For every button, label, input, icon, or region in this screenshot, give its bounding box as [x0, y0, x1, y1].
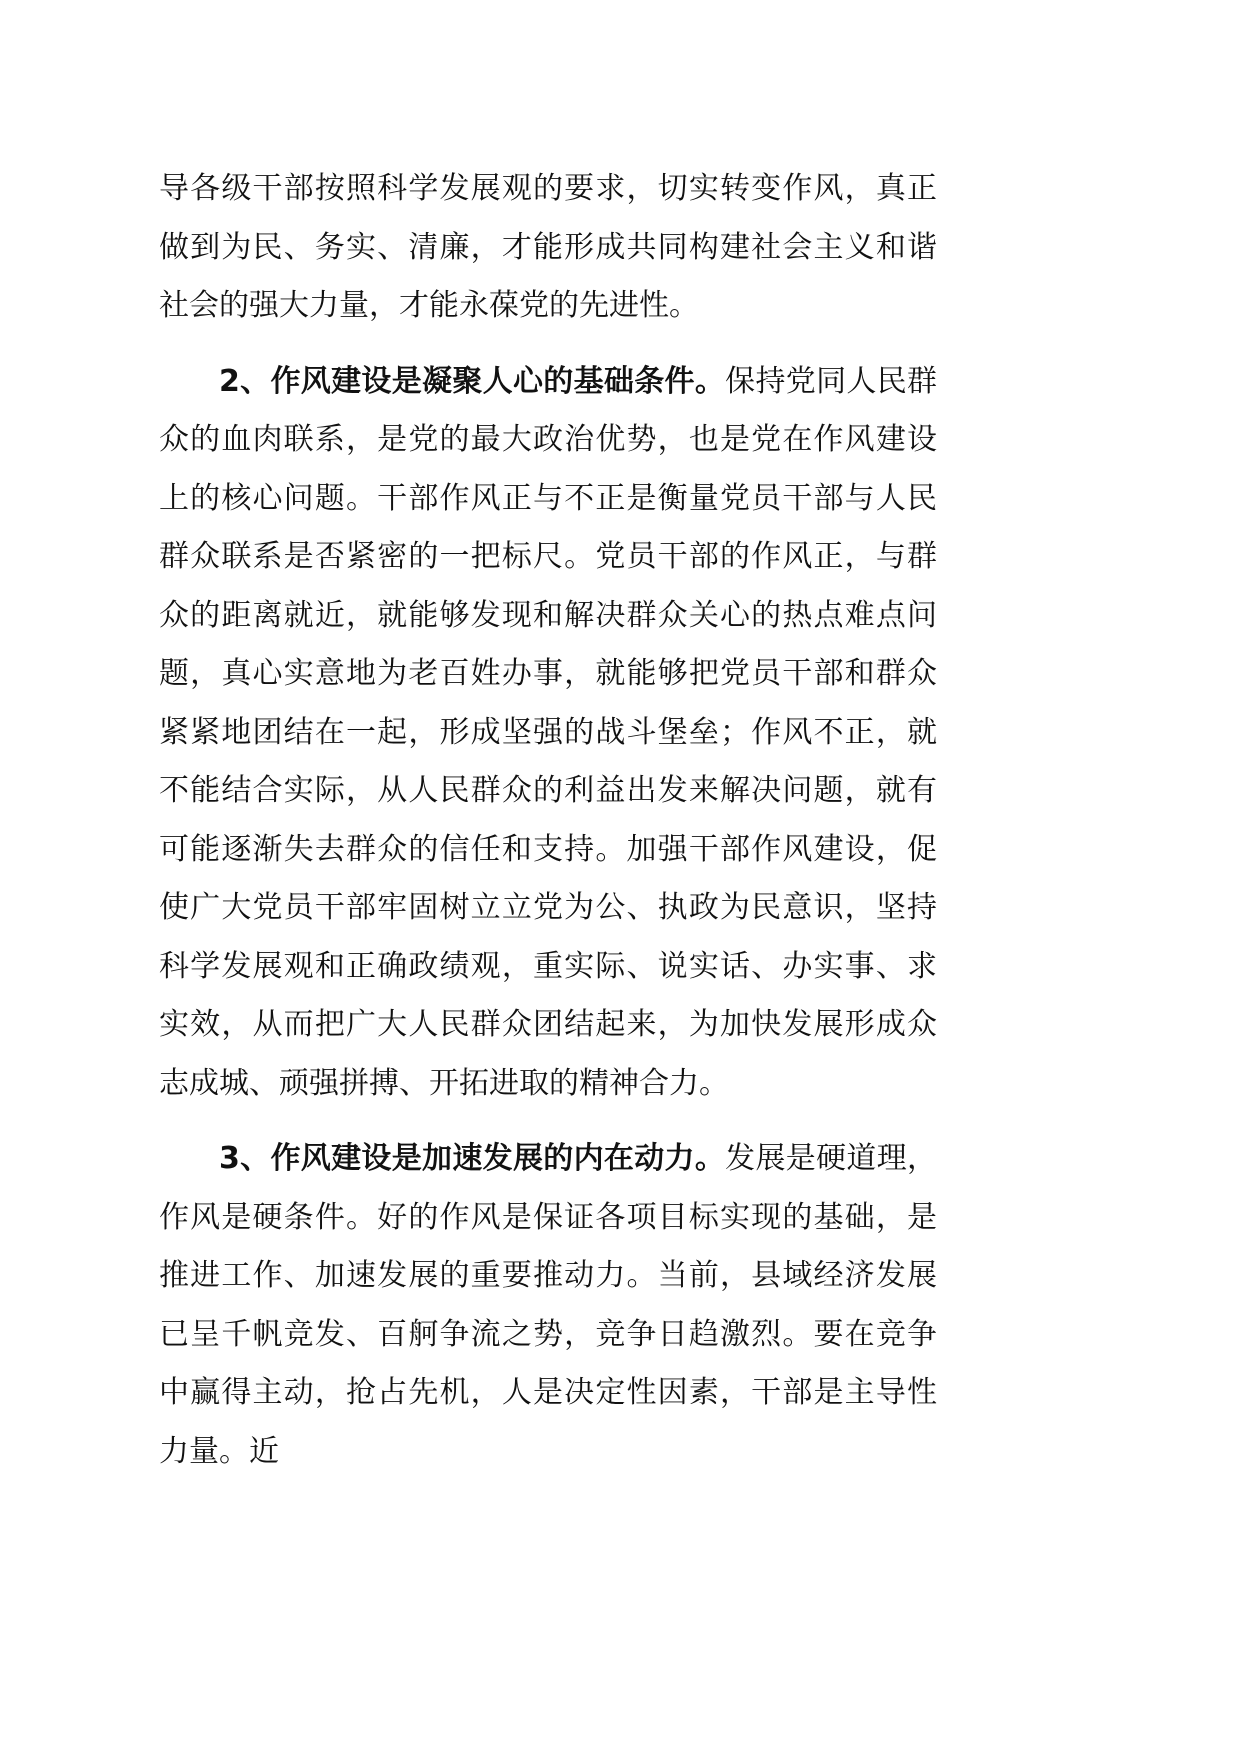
- document-page: [159, 160, 937, 1481]
- paragraph-text: 导各级干部按照科学发展观的要求，切实转变作风，真正做到为民、务实、清廉，才能形成共同构建社会主义和谐社会的强大力量，才能永葆党的先进性。: [159, 171, 937, 323]
- paragraph-section-2: [159, 353, 937, 1114]
- section-heading-3: 3、作风建设是加速发展的内在动力。: [219, 1141, 726, 1176]
- paragraph-section-3: [159, 1130, 937, 1481]
- section-heading-2: 2、作风建设是凝聚人心的基础条件。: [219, 363, 726, 399]
- paragraph-text: 保持党同人民群众的血肉联系，是党的最大政治优势，也是党在作风建设上的核心问题。干部作风正与不正是衡量党员干部与人民群众联系是否紧密的一把标尺。党员干部的作风正，与群众的距离就近，就能够发现和解决群众关心的热点难点问题，真心实意地为老百姓办事，就能够把党员干部和群众紧紧地团结在一起，形成坚强的战斗堡垒；作风不正，就不能结合实际，从人民群众的利益出发来解决问题，就有可能逐渐失去群众的信任和支持。加强干部作风建设，促使广大党员干部牢固树立立党为公、执政为民意识，坚持科学发展观和正确政绩观，重实际、说实话、办实事、求实效，从而把广大人民群众团结起来，为加快发展形成众志成城、顽强拼搏、开拓进取的精神合力。: [159, 363, 937, 1101]
- paragraph-text: 发展是硬道理，作风是硬条件。好的作风是保证各项目标实现的基础，是推进工作、加速发展的重要推动力。当前，县域经济发展已呈千帆竞发、百舸争流之势，竞争日趋激烈。要在竞争中赢得主动，抢占先机，人是决定性因素，干部是主导性力量。近: [159, 1141, 937, 1469]
- paragraph-continuation: [159, 160, 937, 336]
